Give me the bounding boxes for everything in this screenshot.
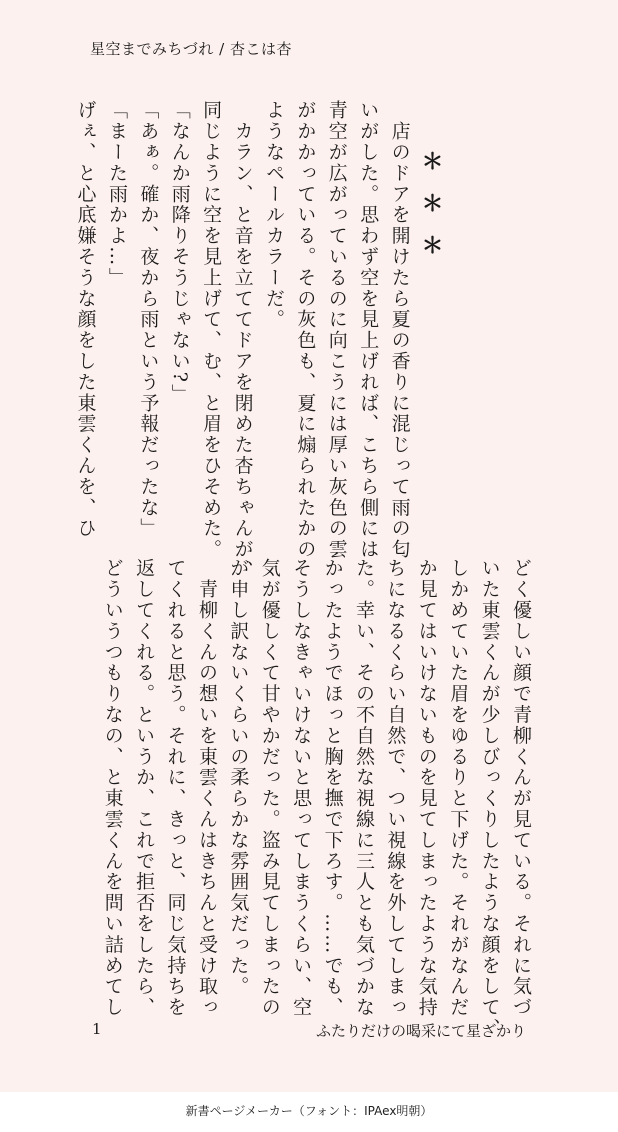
text-line: 青柳くんの想いを東雲くんはきちんと受け取っ bbox=[195, 558, 218, 1018]
text-line: が申し訳ないくらいの柔らかな雰囲気だった。 bbox=[227, 558, 250, 997]
text-line: そうしなきゃいけないと思ってしまうくらい、空 bbox=[290, 558, 313, 1018]
scene-separator: ＊＊＊ bbox=[418, 150, 444, 276]
text-line: 気が優しくて甘やかだった。盗み見てしまったの bbox=[258, 558, 281, 1018]
text-line: 青空が広がっているのに向こうには厚い灰色の雲 bbox=[325, 100, 348, 560]
text-line: 「なんか雨降りそうじゃない?」 bbox=[168, 100, 191, 405]
text-line: 「あぁ。確か、夜から雨という予報だったな」 bbox=[137, 100, 160, 539]
text-line: がかかっている。その灰色も、夏に煽られたかの bbox=[294, 100, 317, 560]
text-line: どく優しい顔で青柳くんが見ている。それに気づ bbox=[510, 558, 532, 1018]
generator-credit: 新書ページメーカー（フォント：IPAex明朝） bbox=[185, 1104, 433, 1118]
text-line: ようなペールカラーだ。 bbox=[262, 100, 285, 330]
text-line: カラン、と音を立ててドアを閉めた杏ちゃんが、 bbox=[231, 100, 254, 581]
text-line: ちになるくらい自然で、つい視線を外してしまっ bbox=[384, 558, 407, 1018]
text-line: か見てはいけないものを見てしまったような気持 bbox=[415, 558, 438, 1018]
running-title: 星空までみちづれ / 杏こは杏 bbox=[90, 40, 292, 58]
text-line: げぇ、と心底嫌そうな顔をした東雲くんを、ひ bbox=[74, 100, 97, 539]
text-line: 同じように空を見上げて、む、と眉をひそめた。 bbox=[200, 100, 223, 560]
text-line: どういうつもりなの、と東雲くんを問い詰めてし bbox=[101, 558, 124, 1018]
upper-text-block bbox=[74, 100, 446, 581]
text-line: いがした。思わず空を見上げれば、こちら側には bbox=[357, 100, 380, 560]
text-line: いた東雲くんが少しびっくりしたような顔をして、 bbox=[478, 558, 501, 1039]
text-line: かったようでほっと胸を撫で下ろす。……でも、 bbox=[321, 558, 344, 1018]
text-line: しかめていた眉をゆるりと下げた。それがなんだ bbox=[447, 558, 470, 1018]
text-line: てくれると思う。それに、きっと、同じ気持ちを bbox=[164, 558, 187, 1018]
text-line: た。幸い、その不自然な視線に三人とも気づかな bbox=[352, 558, 375, 1018]
text-line: 店のドアを開けたら夏の香りに混じって雨の匂 bbox=[388, 100, 411, 560]
running-foot-title: ふたりだけの喝采にて星ざかり bbox=[315, 1022, 526, 1040]
text-line: 返してくれる。というか、これで拒否をしたら、 bbox=[133, 558, 156, 1018]
text-line: 「まーた雨かよ…」 bbox=[105, 100, 128, 289]
page-number: 1 bbox=[92, 1020, 102, 1038]
